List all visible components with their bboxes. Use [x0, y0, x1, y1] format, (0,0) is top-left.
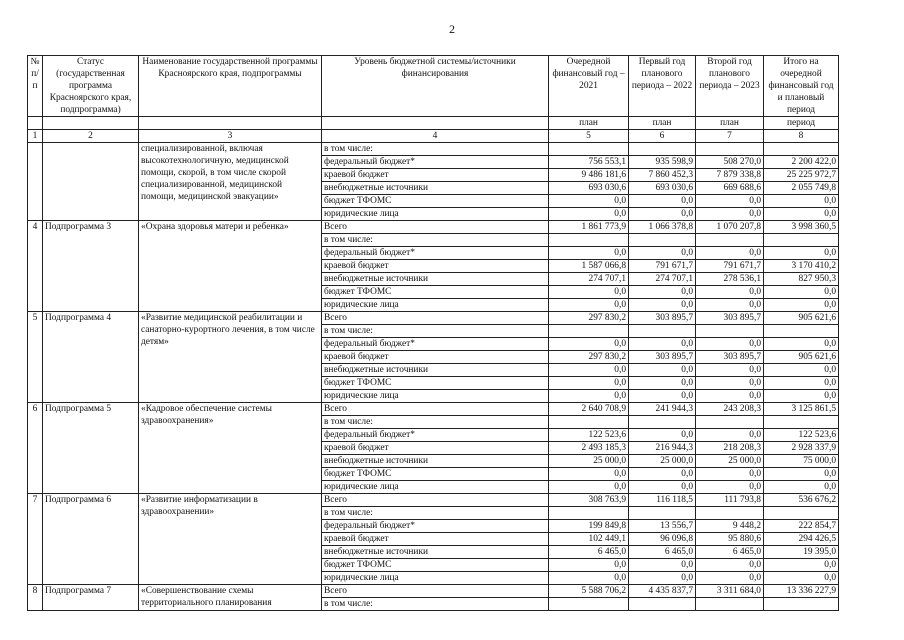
value-2022: 116 118,5 [629, 494, 696, 507]
col-number: 5 [549, 130, 629, 143]
program-status: Подпрограмма 3 [43, 221, 139, 312]
value-2023: 669 688,6 [696, 182, 764, 195]
value-2023: 0,0 [696, 299, 764, 312]
program-status: Подпрограмма 4 [43, 312, 139, 403]
table-row [28, 494, 839, 507]
funding-level: юридические лица [322, 208, 549, 221]
funding-level: внебюджетные источники [322, 364, 549, 377]
value-2023 [696, 598, 764, 611]
program-name: «Совершенствование схемы территориального планирования [139, 585, 322, 611]
value-2022: 0,0 [629, 286, 696, 299]
value-total [764, 507, 839, 520]
value-2023: 0,0 [696, 390, 764, 403]
value-total: 3 125 861,5 [764, 403, 839, 416]
funding-level: внебюджетные источники [322, 546, 549, 559]
value-2023: 9 448,2 [696, 520, 764, 533]
col-number: 6 [629, 130, 696, 143]
value-2023: 243 208,3 [696, 403, 764, 416]
value-2022: 274 707,1 [629, 273, 696, 286]
table-row [28, 403, 839, 416]
value-2021: 0,0 [549, 286, 629, 299]
value-2022: 935 598,9 [629, 156, 696, 169]
value-2023: 791 671,7 [696, 260, 764, 273]
value-2021: 0,0 [549, 572, 629, 585]
value-2021: 0,0 [549, 208, 629, 221]
value-total [764, 325, 839, 338]
value-2021: 2 493 185,3 [549, 442, 629, 455]
value-2022 [629, 325, 696, 338]
value-2023: 0,0 [696, 286, 764, 299]
value-2021: 297 830,2 [549, 351, 629, 364]
funding-level: внебюджетные источники [322, 455, 549, 468]
value-2021: 0,0 [549, 377, 629, 390]
funding-level: федеральный бюджет* [322, 429, 549, 442]
value-2022: 303 895,7 [629, 312, 696, 325]
unit-period: период [764, 117, 839, 130]
funding-level: Всего [322, 403, 549, 416]
value-2022 [629, 143, 696, 156]
table-row [28, 221, 839, 234]
value-total: 75 000,0 [764, 455, 839, 468]
value-2022 [629, 416, 696, 429]
value-2022: 96 096,8 [629, 533, 696, 546]
value-total: 2 928 337,9 [764, 442, 839, 455]
funding-level: Всего [322, 312, 549, 325]
program-status: Подпрограмма 6 [43, 494, 139, 585]
value-2023: 218 208,3 [696, 442, 764, 455]
value-total: 0,0 [764, 390, 839, 403]
value-2022: 0,0 [629, 468, 696, 481]
program-status: Подпрограмма 7 [43, 585, 139, 611]
value-2022 [629, 507, 696, 520]
program-status [43, 143, 139, 221]
col-number: 3 [139, 130, 322, 143]
value-2021: 102 449,1 [549, 533, 629, 546]
value-2022: 693 030,6 [629, 182, 696, 195]
funding-level: внебюджетные источники [322, 182, 549, 195]
value-2022: 0,0 [629, 247, 696, 260]
value-total: 13 336 227,9 [764, 585, 839, 598]
col-number: 1 [28, 130, 43, 143]
value-2021 [549, 598, 629, 611]
value-2022: 0,0 [629, 299, 696, 312]
value-2022: 4 435 837,7 [629, 585, 696, 598]
value-2023: 0,0 [696, 429, 764, 442]
header-total: Итого на очередной финансовый год и плановый период [764, 56, 839, 117]
program-number: 4 [28, 221, 43, 312]
funding-level: федеральный бюджет* [322, 156, 549, 169]
page-number: 2 [449, 22, 455, 36]
program-number: 6 [28, 403, 43, 494]
unit-plan-2023: план [696, 117, 764, 130]
value-total: 2 055 749,8 [764, 182, 839, 195]
value-2021: 122 523,6 [549, 429, 629, 442]
program-name: «Развитие информатизации в здравоохранении» [139, 494, 322, 585]
value-total: 3 170 410,2 [764, 260, 839, 273]
value-total: 2 200 422,0 [764, 156, 839, 169]
value-2023 [696, 416, 764, 429]
value-2021: 0,0 [549, 195, 629, 208]
value-2023 [696, 143, 764, 156]
program-name: «Охрана здоровья матери и ребенка» [139, 221, 322, 312]
value-total: 0,0 [764, 572, 839, 585]
value-2021: 0,0 [549, 247, 629, 260]
value-2023 [696, 234, 764, 247]
header-level: Уровень бюджетной системы/источники финансирования [322, 56, 549, 117]
value-total: 0,0 [764, 364, 839, 377]
header-name: Наименование государственной программы Красноярского края, подпрограммы [139, 56, 322, 117]
value-2023: 278 536,1 [696, 273, 764, 286]
value-2023: 0,0 [696, 468, 764, 481]
value-total: 0,0 [764, 299, 839, 312]
program-number: 5 [28, 312, 43, 403]
value-total: 25 225 972,7 [764, 169, 839, 182]
col-number: 8 [764, 130, 839, 143]
value-2022: 0,0 [629, 364, 696, 377]
value-2022: 0,0 [629, 338, 696, 351]
header-no: № п/п [28, 56, 43, 117]
value-2023 [696, 507, 764, 520]
value-total: 294 426,5 [764, 533, 839, 546]
value-2023: 0,0 [696, 572, 764, 585]
unit-plan-2022: план [629, 117, 696, 130]
value-2023: 111 793,8 [696, 494, 764, 507]
funding-level: внебюджетные источники [322, 273, 549, 286]
funding-level: краевой бюджет [322, 442, 549, 455]
value-2023: 0,0 [696, 195, 764, 208]
value-2022: 0,0 [629, 429, 696, 442]
value-total: 3 998 360,5 [764, 221, 839, 234]
value-2021 [549, 143, 629, 156]
value-total: 222 854,7 [764, 520, 839, 533]
value-2022: 13 556,7 [629, 520, 696, 533]
value-total: 905 621,6 [764, 351, 839, 364]
funding-level: в том числе: [322, 507, 549, 520]
program-name: специализированной, включая высокотехнологичную, медицинской помощи, скорой, в том числе скорой специализированной, медицинской помощи, медицинской эвакуации» [139, 143, 322, 221]
table-row [28, 585, 839, 598]
value-2021: 0,0 [549, 338, 629, 351]
header-year-2021: Очередной финансовый год – 2021 [549, 56, 629, 117]
program-number [28, 143, 43, 221]
value-2021 [549, 416, 629, 429]
value-2023: 0,0 [696, 338, 764, 351]
value-total: 0,0 [764, 247, 839, 260]
funding-level: бюджет ТФОМС [322, 377, 549, 390]
value-2023: 6 465,0 [696, 546, 764, 559]
value-2022: 1 066 378,8 [629, 221, 696, 234]
funding-level: бюджет ТФОМС [322, 468, 549, 481]
value-total: 0,0 [764, 208, 839, 221]
value-2022: 791 671,7 [629, 260, 696, 273]
value-2022: 241 944,3 [629, 403, 696, 416]
value-2023: 0,0 [696, 247, 764, 260]
value-2022: 25 000,0 [629, 455, 696, 468]
value-total [764, 234, 839, 247]
value-2021: 9 486 181,6 [549, 169, 629, 182]
value-2022: 0,0 [629, 572, 696, 585]
funding-level: юридические лица [322, 299, 549, 312]
value-2021: 274 707,1 [549, 273, 629, 286]
col-number: 7 [696, 130, 764, 143]
funding-level: в том числе: [322, 143, 549, 156]
value-2021: 693 030,6 [549, 182, 629, 195]
value-2021: 25 000,0 [549, 455, 629, 468]
value-total: 19 395,0 [764, 546, 839, 559]
value-2021: 756 553,1 [549, 156, 629, 169]
value-2023: 0,0 [696, 481, 764, 494]
value-2022: 303 895,7 [629, 351, 696, 364]
funding-level: в том числе: [322, 234, 549, 247]
value-total: 122 523,6 [764, 429, 839, 442]
value-2021: 0,0 [549, 364, 629, 377]
funding-level: Всего [322, 221, 549, 234]
unit-plan-2021: план [549, 117, 629, 130]
funding-level: бюджет ТФОМС [322, 195, 549, 208]
value-2021: 2 640 708,9 [549, 403, 629, 416]
value-2023: 7 879 338,8 [696, 169, 764, 182]
funding-level: в том числе: [322, 598, 549, 611]
value-total [764, 143, 839, 156]
funding-level: Всего [322, 494, 549, 507]
funding-level: федеральный бюджет* [322, 520, 549, 533]
value-2021: 0,0 [549, 390, 629, 403]
column-number-row [28, 130, 839, 143]
value-2023: 25 000,0 [696, 455, 764, 468]
value-total: 0,0 [764, 195, 839, 208]
value-2021: 0,0 [549, 559, 629, 572]
value-2023: 1 070 207,8 [696, 221, 764, 234]
program-name: «Кадровое обеспечение системы здравоохранения» [139, 403, 322, 494]
value-total [764, 598, 839, 611]
col-number: 4 [322, 130, 549, 143]
value-2023: 0,0 [696, 364, 764, 377]
value-2022: 0,0 [629, 559, 696, 572]
value-2023: 303 895,7 [696, 312, 764, 325]
table-row [28, 312, 839, 325]
value-2022: 216 944,3 [629, 442, 696, 455]
header-year-2023: Второй год планового периода – 2023 [696, 56, 764, 117]
funding-level: краевой бюджет [322, 169, 549, 182]
funding-level: в том числе: [322, 325, 549, 338]
value-2021 [549, 234, 629, 247]
value-total: 0,0 [764, 481, 839, 494]
value-2023 [696, 325, 764, 338]
value-2021: 0,0 [549, 468, 629, 481]
program-name: «Развитие медицинской реабилитации и санаторно-курортного лечения, в том числе детям» [139, 312, 322, 403]
value-2022: 0,0 [629, 390, 696, 403]
value-2023: 95 880,6 [696, 533, 764, 546]
value-2022: 6 465,0 [629, 546, 696, 559]
value-2021: 297 830,2 [549, 312, 629, 325]
funding-level: Всего [322, 585, 549, 598]
value-2023: 303 895,7 [696, 351, 764, 364]
program-number: 7 [28, 494, 43, 585]
funding-level: бюджет ТФОМС [322, 286, 549, 299]
value-2022 [629, 234, 696, 247]
value-total [764, 416, 839, 429]
value-2021: 6 465,0 [549, 546, 629, 559]
funding-level: юридические лица [322, 572, 549, 585]
funding-level: федеральный бюджет* [322, 338, 549, 351]
value-2022: 0,0 [629, 208, 696, 221]
value-total: 536 676,2 [764, 494, 839, 507]
value-2021: 199 849,8 [549, 520, 629, 533]
col-number: 2 [43, 130, 139, 143]
value-total: 0,0 [764, 559, 839, 572]
value-2023: 0,0 [696, 559, 764, 572]
value-2021: 5 588 706,2 [549, 585, 629, 598]
funding-level: юридические лица [322, 390, 549, 403]
program-status: Подпрограмма 5 [43, 403, 139, 494]
funding-level: краевой бюджет [322, 260, 549, 273]
value-2022: 0,0 [629, 377, 696, 390]
funding-level: юридические лица [322, 481, 549, 494]
value-2023: 0,0 [696, 208, 764, 221]
program-number: 8 [28, 585, 43, 611]
value-2021 [549, 325, 629, 338]
table-body [28, 143, 839, 611]
value-2023: 508 270,0 [696, 156, 764, 169]
funding-level: в том числе: [322, 416, 549, 429]
funding-level: бюджет ТФОМС [322, 559, 549, 572]
header-status: Статус (государственная программа Красноярского края, подпрограмма) [43, 56, 139, 117]
value-2021: 308 763,9 [549, 494, 629, 507]
value-total: 0,0 [764, 377, 839, 390]
funding-level: краевой бюджет [322, 351, 549, 364]
table-row [28, 143, 839, 156]
value-total: 0,0 [764, 468, 839, 481]
value-2021: 0,0 [549, 481, 629, 494]
value-2022 [629, 598, 696, 611]
value-total: 0,0 [764, 338, 839, 351]
value-total: 827 950,3 [764, 273, 839, 286]
value-2022: 0,0 [629, 481, 696, 494]
value-2021 [549, 507, 629, 520]
value-2021: 1 587 066,8 [549, 260, 629, 273]
value-2023: 0,0 [696, 377, 764, 390]
funding-level: федеральный бюджет* [322, 247, 549, 260]
value-2021: 1 861 773,9 [549, 221, 629, 234]
header-year-2022: Первый год планового периода – 2022 [629, 56, 696, 117]
value-total: 0,0 [764, 286, 839, 299]
value-2022: 0,0 [629, 195, 696, 208]
funding-level: краевой бюджет [322, 533, 549, 546]
value-2022: 7 860 452,3 [629, 169, 696, 182]
budget-table [27, 55, 839, 611]
value-2023: 3 311 684,0 [696, 585, 764, 598]
value-2021: 0,0 [549, 299, 629, 312]
value-total: 905 621,6 [764, 312, 839, 325]
